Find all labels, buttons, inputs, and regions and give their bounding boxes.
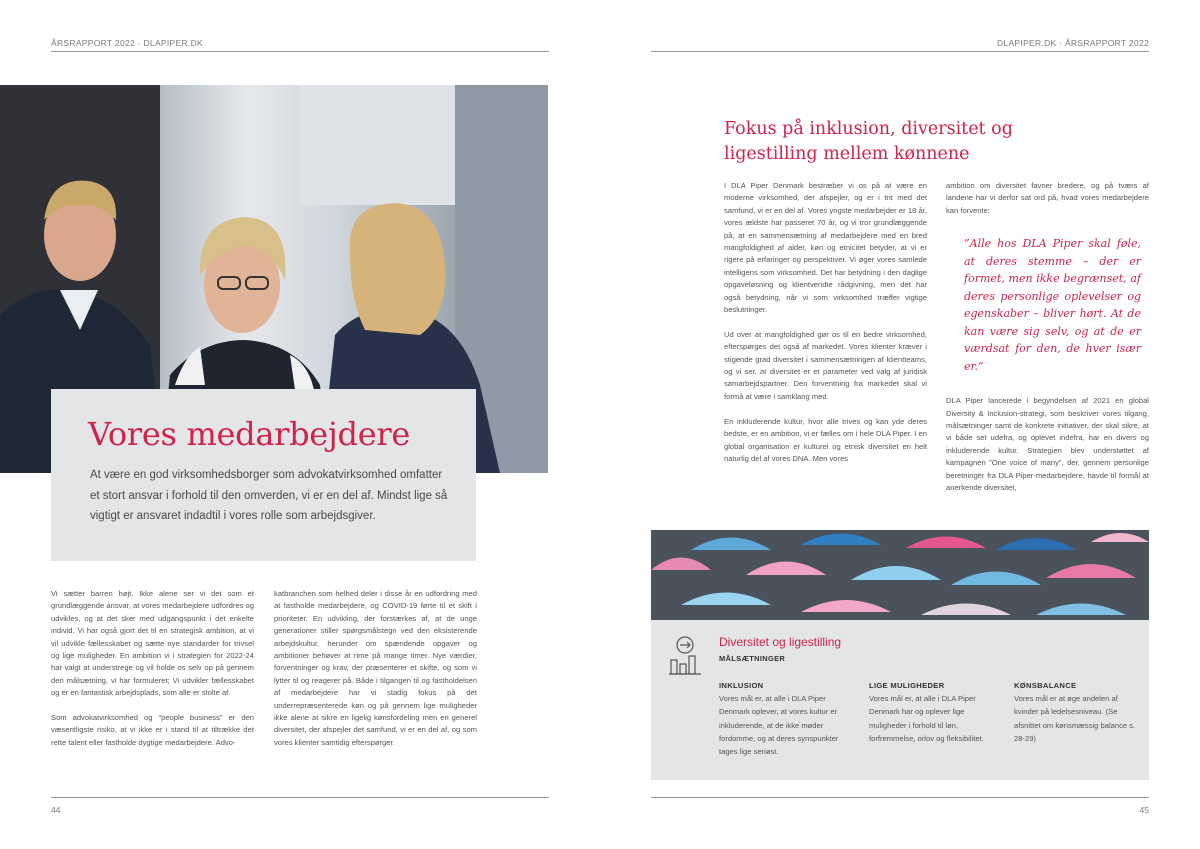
footer-rule-right (651, 797, 1149, 798)
header-rule-left (51, 51, 549, 52)
goal-title: LIGE MULIGHEDER (869, 681, 945, 690)
paragraph: Ud over at mangfoldighed gør os til en bedre virksomhed, efterspørges det også af markedet. Vores klienter kræver i stigende grad diversitet i sammensætningen af klientteams, og vi ser, at diversitet er et parameter ved valg af juridisk samarbejdspartner. Den forventning fra markedet skal vi formå at være i samklang med. (724, 329, 927, 401)
right-body-column-1 (724, 180, 927, 478)
umbrella-photo-illustration (651, 530, 1149, 620)
page-number-right: 45 (1139, 805, 1149, 815)
intro-text: At være en god virksomhedsborger som advokatvirksomhed omfatter et stort ansvar i forhold til den omverden, vi er en del af. Mindst lige så vigtigt er ansvaret indadtil i vores rolle som arbejdsgiver. (90, 469, 448, 522)
header-rule-right (651, 51, 1149, 52)
paragraph: Som advokatvirksomhed og "people business" er den væsentligste risiko, at vi ikke er i stand til at tiltrække det rette talent eller fastholde dygtige medarbejdere. Advo- (51, 713, 254, 747)
pull-quote: ”Alle hos DLA Piper skal føle, at deres stemme – der er formet, men ikke begrænset, af deres personlige oplevelser og egenskaber – bliver hørt. At de kan være sig selv, og at de er værdsat for den, de hver især er.” (964, 237, 1141, 373)
footer-rule-left (51, 797, 549, 798)
page-number-left: 44 (51, 805, 61, 815)
page-title: Vores medarbejdere (88, 415, 411, 453)
running-head-right: DLAPIPER.DK · ÅRSRAPPORT 2022 (997, 38, 1149, 48)
left-body-column-1 (51, 588, 254, 762)
goal-text: Vores mål er, at alle i DLA Piper Denmark oplever, at vores kultur er inkluderende, at de ikke møder fordomme, og at deres synspunkter tages lige seriøst. (719, 694, 839, 757)
goal-lige-muligheder (869, 679, 995, 745)
right-body-column-2 (946, 180, 1149, 507)
goal-inklusion (719, 679, 847, 758)
paragraph: katbranchen som helhed deler i disse år en udfordring med at fastholde medarbejdere, og COVID-19 førte til et skift i prioriteter. En udvikling, der forstærkes af, at de unge generationer stiller spørgsmålstegn ved den eksisterende arbejdskultur, herunder om spændende opgaver og ambitioner behøver at rime på mange timer. Nye værdier, forventninger og krav, der præsenterer et skifte, og som vi lytter til og reagerer på. Både i tilgangen til og fastholdelsen af medarbejdere har vi stadig fokus på det underrepræsenterede køn og på gennem lige muligheder ikke alene at sikre en ligelig kønsfordeling men en generel diversitet, der afspejler det samfund, vi er en del af, og som vores klienter samtidig efterspørger. (274, 589, 477, 747)
box-title: Diversitet og ligestilling (719, 635, 842, 649)
paragraph: ambition om diversitet favner bredere, og på tværs af landene har vi derfor sat ord på, hvad vores medarbejdere kan forvente: (946, 181, 1149, 215)
goal-text: Vores mål er, at alle i DLA Piper Denmark har og oplever lige muligheder i forhold til løn, forfremmelse, orlov og fleksibilitet. (869, 694, 984, 743)
section-heading: Fokus på inklusion, diversitet og ligestilling mellem kønnene (724, 119, 1013, 164)
paragraph: En inkluderende kultur, hvor alle trives og kan yde deres bedste, er en ambition, vi er fælles om i hele DLA Piper. I en global organisation er kulturel og etnisk diversitet en helt naturlig del af vores DNA. Men vores (724, 416, 927, 463)
umbrella-photo (651, 530, 1149, 620)
box-subtitle: MÅLSÆTNINGER (719, 654, 786, 663)
goals-box (651, 620, 1149, 780)
title-card (51, 389, 476, 561)
left-body-column-2 (274, 588, 477, 762)
paragraph: I DLA Piper Denmark bestræber vi os på at være en moderne virksomhed, der afspejler, og er i trit med det samfund, vi er en del af. Vores yngste medarbejder er 18 år, vores ældste har passeret 70 år, og vi tror grundlæggende på, at en sammensætning af medarbejdere med en bred mangfoldighed af alder, køn og etnicitet betyder, at vi er rigere på erfaringer og perspektiver. Vi øger vores samlede intelligens som virksomhed. Det har betydning i den daglige opgaveløsning og klientvendte rådgivning, men det har også betydning, når vi som virksomhed træffer vigtige beslutninger. (724, 181, 927, 315)
goal-koensbalance (1014, 679, 1136, 745)
goal-title: KØNSBALANCE (1014, 681, 1077, 690)
paragraph: Vi sætter barren højt. Ikke alene ser vi det som et grundlæggende ansvar, at vores medarbejdere udfordres og udvikles, og at det sker med udgangspunkt i det enkelte individ. Vi har også gjort det til en strategisk ambition, at vi vil udvikle fællesskabet og sætte nye standarder for trivsel og lige muligheder. En ambition vi i strategien for 2022-24 har valgt at understrege og vil holde os selv op på gennem den målsætning, vi har formuleret; Vi udvikler fællesskabet og er en fantastisk arbejdsplads, som alle er stolte af. (51, 589, 254, 698)
paragraph: DLA Piper lancerede i begyndelsen af 2021 en global Diversity & Inclusion-strategi, som beskriver vores tilgang, målsætninger samt de konkrete initiativer, der skal sikre, at vi både set udefra, og oplevet indefra, har en divers og inkluderende kultur. Strategien blev understøttet af kampagnen "One voice of many", der, gennem personlige beretninger fra DLA Piper-medarbejdere, havde til formål at anerkende diversitet, (946, 396, 1149, 493)
goal-text: Vores mål er at øge andelen af kvinder på ledelsesniveau. (Se afsnittet om kønsmæssig balance s. 28-29) (1014, 694, 1136, 743)
goal-title: INKLUSION (719, 681, 764, 690)
running-head-left: ÅRSRAPPORT 2022 · DLAPIPER.DK (51, 38, 203, 48)
diversity-chart-icon (667, 636, 703, 676)
